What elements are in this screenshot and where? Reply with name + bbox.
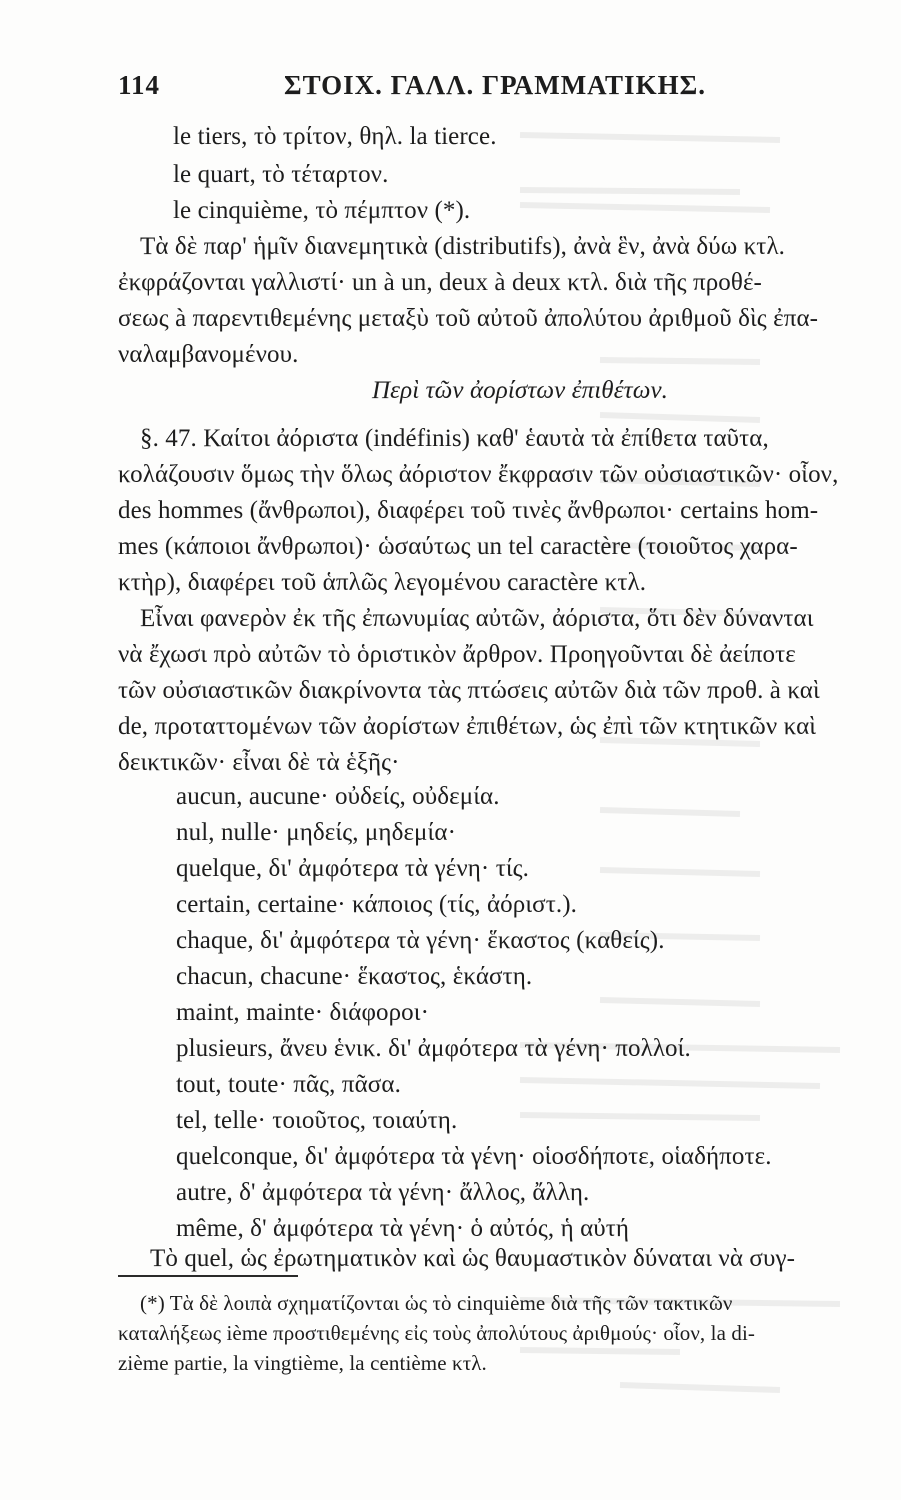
list-item: aucun, aucune· οὐδείς, οὐδεμία. [176,783,500,810]
paragraph-line: ναλαμβανομένου. [118,341,299,368]
list-item: quelconque, δι' ἀμφότερα τὰ γένη· οἱοσδήποτε, οἱαδήποτε. [176,1143,772,1170]
paragraph-line: Τὰ δὲ παρ' ἡμῖν διανεμητικὰ (distributifs), ἀνὰ ἓν, ἀνὰ δύω κτλ. [140,233,786,260]
paragraph-line: κολάζουσιν ὅμως τὴν ὅλως ἀόριστον ἔκφρασιν τῶν οὐσιαστικῶν· οἷον, [118,461,839,488]
list-item: certain, certaine· κάποιος (τίς, ἀόριστ.). [176,891,578,918]
page-number: 114 [118,70,161,100]
list-item: maint, mainte· διάφοροι· [176,999,429,1026]
list-item: autre, δ' ἀμφότερα τὰ γένη· ἄλλος, ἄλλη. [176,1179,590,1206]
list-item: quelque, δι' ἀμφότερα τὰ γένη· τίς. [176,855,530,882]
list-item: plusieurs, ἄνευ ἑνικ. δι' ἀμφότερα τὰ γένη· πολλοί. [176,1035,691,1062]
paragraph-line: de, προταττομένων τῶν ἀορίστων ἐπιθέτων, ὡς ἐπὶ τῶν κτητικῶν καὶ [118,713,817,740]
section-heading: Περὶ τῶν ἀορίστων ἐπιθέτων. [372,377,668,404]
list-item: chaque, δι' ἀμφότερα τὰ γένη· ἕκαστος (καθείς). [176,927,665,954]
ordinal-line: le tiers, τὸ τρίτον, θηλ. la tierce. [173,123,497,150]
list-item: nul, nulle· μηδείς, μηδεμία· [176,819,456,846]
ordinal-line: le quart, τὸ τέταρτον. [173,161,389,188]
paragraph-line: σεως à παρεντιθεμένης μεταξὺ τοῦ αὐτοῦ ἀπολύτου ἀριθμοῦ δὶς ἐπα- [118,305,819,332]
paragraph-line: δεικτικῶν· εἶναι δὲ τὰ ἑξῆς· [118,749,400,776]
closing-line: Τὸ quel, ὡς ἐρωτηματικὸν καὶ ὡς θαυμαστικὸν δύναται νὰ συγ- [150,1245,796,1272]
paragraph-line: ἐκφράζονται γαλλιστί· un à un, deux à deux κτλ. διὰ τῆς προθέ- [118,269,762,296]
list-item: tout, toute· πᾶς, πᾶσα. [176,1071,401,1098]
paragraph-line: mes (κάποιοι ἄνθρωποι)· ὡσαύτως un tel caractère (τοιοῦτος χαρα- [118,533,798,560]
paragraph-line: §. 47. Καίτοι ἀόριστα (indéfinis) καθ' ἑαυτὰ τὰ ἐπίθετα ταῦτα, [140,425,769,452]
paragraph-line: κτὴρ), διαφέρει τοῦ ἁπλῶς λεγομένου caractère κτλ. [118,569,647,596]
paragraph-line: Εἶναι φανερὸν ἐκ τῆς ἐπωνυμίας αὐτῶν, ἀόριστα, ὅτι δὲν δύνανται [140,605,814,632]
list-item: chacun, chacune· ἕκαστος, ἑκάστη. [176,963,533,990]
running-title: ΣΤΟΙΧ. ΓΑΛΛ. ΓΡΑΜΜΑΤΙΚΗΣ. [284,70,706,100]
paragraph-line: τῶν οὐσιαστικῶν διακρίνοντα τὰς πτώσεις αὐτῶν διὰ τῶν προθ. à καὶ [118,677,820,704]
footnote-line: zième partie, la vingtième, la centième κτλ. [118,1351,487,1375]
paragraph-line: des hommes (ἄνθρωποι), διαφέρει τοῦ τινὲς ἄνθρωποι· certains hom- [118,497,819,524]
list-item: tel, telle· τοιοῦτος, τοιαύτη. [176,1107,458,1134]
footnote-rule [118,1275,298,1277]
footnote-line: καταλήξεως ième προστιθεμένης εἰς τοὺς ἀπολύτους ἀριθμούς· οἷον, la di- [118,1321,755,1345]
list-item: même, δ' ἀμφότερα τὰ γένη· ὁ αὐτός, ἡ αὐτή [176,1215,630,1242]
paragraph-line: νὰ ἔχωσι πρὸ αὐτῶν τὸ ὁριστικὸν ἄρθρον. Προηγοῦνται δὲ ἀείποτε [118,641,796,668]
footnote-line: (*) Τὰ δὲ λοιπὰ σχηματίζονται ὡς τὸ cinquième διὰ τῆς τῶν τακτικῶν [140,1291,733,1315]
ordinal-line: le cinquième, τὸ πέμπτον (*). [173,197,471,224]
